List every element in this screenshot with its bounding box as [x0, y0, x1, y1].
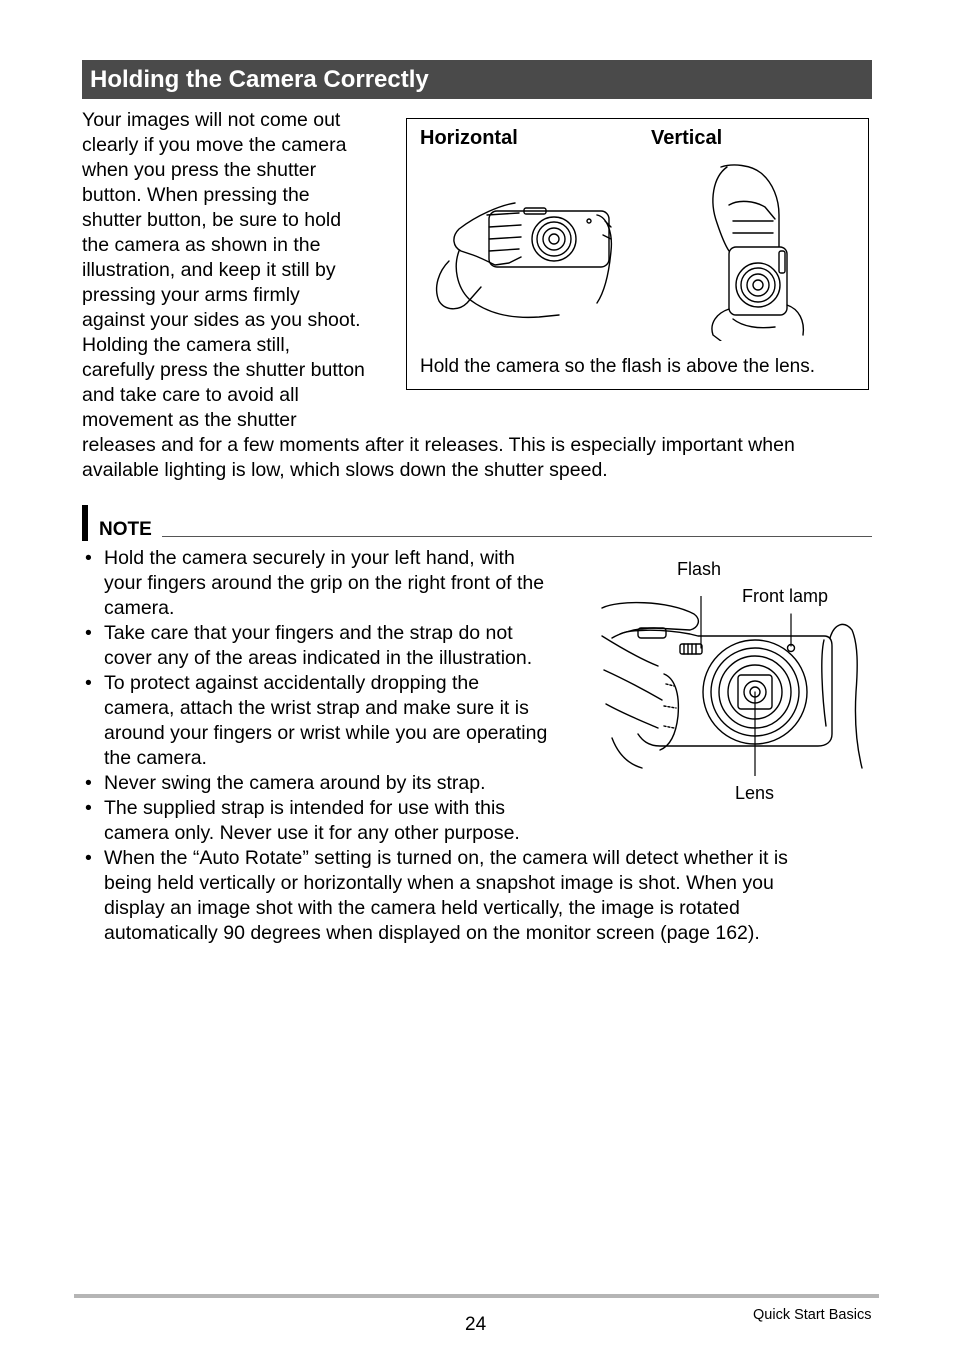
intro-line: illustration, and keep it still by: [82, 259, 336, 281]
section-title: Holding the Camera Correctly: [90, 66, 429, 93]
intro-line: clearly if you move the camera: [82, 134, 347, 156]
note-divider: [162, 536, 872, 537]
intro-line: button. When pressing the: [82, 184, 310, 206]
lens-callout-label: Lens: [735, 783, 775, 803]
list-item-line: being held vertically or horizontally when a snapshot image is shot. When you: [104, 872, 774, 894]
list-item-line: • To protect against accidentally dropping the: [104, 672, 480, 694]
intro-line: when you press the shutter: [82, 159, 317, 181]
intro-line: releases and for a few moments after it releases. This is especially important when: [82, 434, 795, 456]
front-lamp-callout-label: Front lamp: [742, 586, 829, 606]
intro-line: against your sides as you shoot.: [82, 309, 361, 331]
list-item-line: camera, attach the wrist strap and make sure it is: [104, 697, 529, 719]
intro-line: the camera as shown in the: [82, 234, 321, 256]
list-item-line: • Hold the camera securely in your left hand, with: [104, 547, 515, 569]
vertical-hold-illustration: [699, 159, 829, 341]
footer-divider: [74, 1294, 879, 1298]
holding-figure: [406, 118, 869, 390]
list-item-line: around your fingers or wrist while you are operating: [104, 722, 548, 744]
figure-caption: Hold the camera so the flash is above the lens.: [420, 356, 816, 377]
intro-line: carefully press the shutter button: [82, 359, 365, 381]
note-marker: [82, 505, 88, 541]
intro-line: Your images will not come out: [82, 109, 341, 131]
intro-line: pressing your arms firmly: [82, 284, 300, 306]
horizontal-hold-illustration: [429, 191, 619, 326]
list-item-line: • When the “Auto Rotate” setting is turned on, the camera will detect whether it is: [104, 847, 788, 869]
intro-line: available lighting is low, which slows down the shutter speed.: [82, 459, 608, 481]
section-title-bar: [82, 60, 872, 99]
list-item-line: • The supplied strap is intended for use with this: [104, 797, 506, 819]
intro-line: movement as the shutter: [82, 409, 297, 431]
horizontal-label: Horizontal: [420, 127, 518, 149]
page-number: 24: [465, 1314, 487, 1335]
list-item-line: camera only. Never use it for any other purpose.: [104, 822, 520, 844]
intro-line: and take care to avoid all: [82, 384, 299, 406]
vertical-label: Vertical: [651, 127, 723, 149]
list-item-line: the camera.: [104, 747, 207, 769]
intro-line: shutter button, be sure to hold: [82, 209, 342, 231]
intro-paragraph: [82, 108, 392, 433]
list-item-line: • Take care that your fingers and the strap do not: [104, 622, 513, 644]
list-item-line: • Never swing the camera around by its strap.: [104, 772, 486, 794]
camera-front-illustration: [598, 596, 868, 776]
list-item-line: camera.: [104, 597, 175, 619]
flash-callout-label: Flash: [677, 559, 722, 579]
list-item-line: cover any of the areas indicated in the illustration.: [104, 647, 533, 669]
footer-section-name: Quick Start Basics: [753, 1307, 872, 1323]
list-item-line: your fingers around the grip on the right front of the: [104, 572, 545, 594]
intro-paragraph-continued: [82, 433, 882, 483]
intro-line: Holding the camera still,: [82, 334, 291, 356]
note-title: NOTE: [99, 519, 152, 540]
list-item-line: display an image shot with the camera held vertically, the image is rotated: [104, 897, 740, 919]
list-item: [82, 846, 872, 946]
list-item-line: automatically 90 degrees when displayed on the monitor screen (page 162).: [104, 922, 760, 944]
